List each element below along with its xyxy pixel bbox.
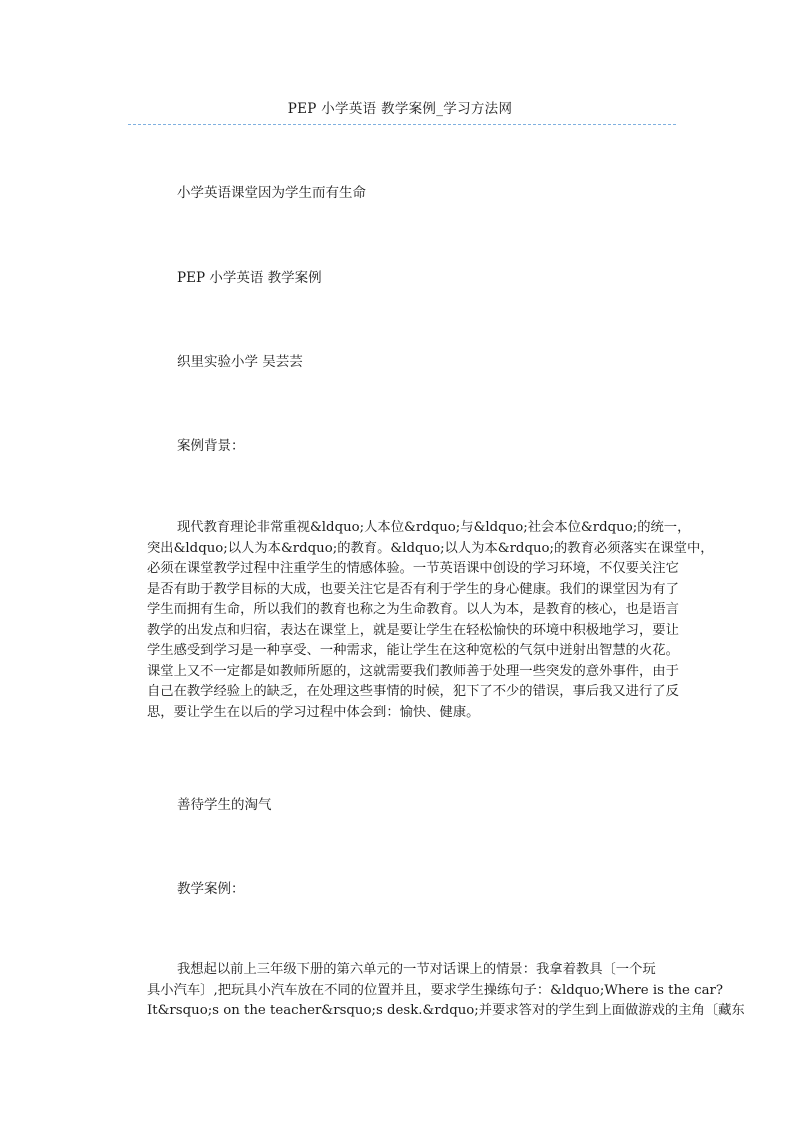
background-paragraph	[147, 518, 714, 723]
paragraph-line: 突出&ldquo;以人为本&rdquo;的教育。&ldquo;以人为本&rdquo;的教育必须落实在课堂中，	[147, 540, 714, 556]
paragraph-line: 教学的出发点和归宿，表达在课堂上，就是要让学生在轻松愉快的环境中积极地学习，要让	[147, 622, 679, 638]
background-heading: 案例背景：	[177, 438, 245, 454]
header-dashed-divider	[128, 124, 676, 125]
category-line: PEP 小学英语 教学案例	[177, 270, 322, 286]
article-title: 小学英语课堂因为学生而有生命	[177, 185, 366, 201]
case-paragraph	[147, 960, 745, 1022]
paragraph-line: 具小汽车〕,把玩具小汽车放在不同的位置并且，要求学生操练句子：&ldquo;Where is the car?	[147, 982, 724, 998]
page-header-title: PEP 小学英语 教学案例_学习方法网	[287, 101, 513, 117]
paragraph-line: 我想起以前上三年级下册的第六单元的一节对话课上的情景：我拿着教具〔一个玩	[177, 962, 656, 977]
section-heading: 善待学生的淘气	[177, 797, 272, 813]
paragraph-line: 课堂上又不一定都是如教师所愿的，这就需要我们教师善于处理一些突发的意外事件，由于	[147, 663, 679, 679]
case-heading: 教学案例：	[177, 881, 245, 897]
paragraph-line: 必须在课堂教学过程中注重学生的情感体验。一节英语课中创设的学习环境，不仅要关注它	[147, 561, 679, 576]
paragraph-line: 学生而拥有生命，所以我们的教育也称之为生命教育。以人为本，是教育的核心，也是语言	[147, 602, 679, 617]
paragraph-line: 学生感受到学习是一种享受、一种需求，能让学生在这种宽松的气氛中迸射出智慧的火花。	[147, 643, 679, 658]
paragraph-line: 是否有助于教学目标的大成，也要关注它是否有利于学生的身心健康。我们的课堂因为有了	[147, 581, 679, 597]
paragraph-line: 自己在教学经验上的缺乏，在处理这些事情的时候，犯下了不少的错误，事后我又进行了反	[147, 684, 679, 699]
paragraph-line: 思，要让学生在以后的学习过程中体会到：愉快、健康。	[147, 704, 480, 720]
author-line: 织里实验小学 吴芸芸	[177, 354, 303, 370]
paragraph-line: It&rsquo;s on the teacher&rsquo;s desk.&rdquo;并要求答对的学生到上面做游戏的主角〔藏东	[147, 1003, 745, 1018]
paragraph-line: 现代教育理论非常重视&ldquo;人本位&rdquo;与&ldquo;社会本位&rdquo;的统一，	[177, 520, 691, 535]
